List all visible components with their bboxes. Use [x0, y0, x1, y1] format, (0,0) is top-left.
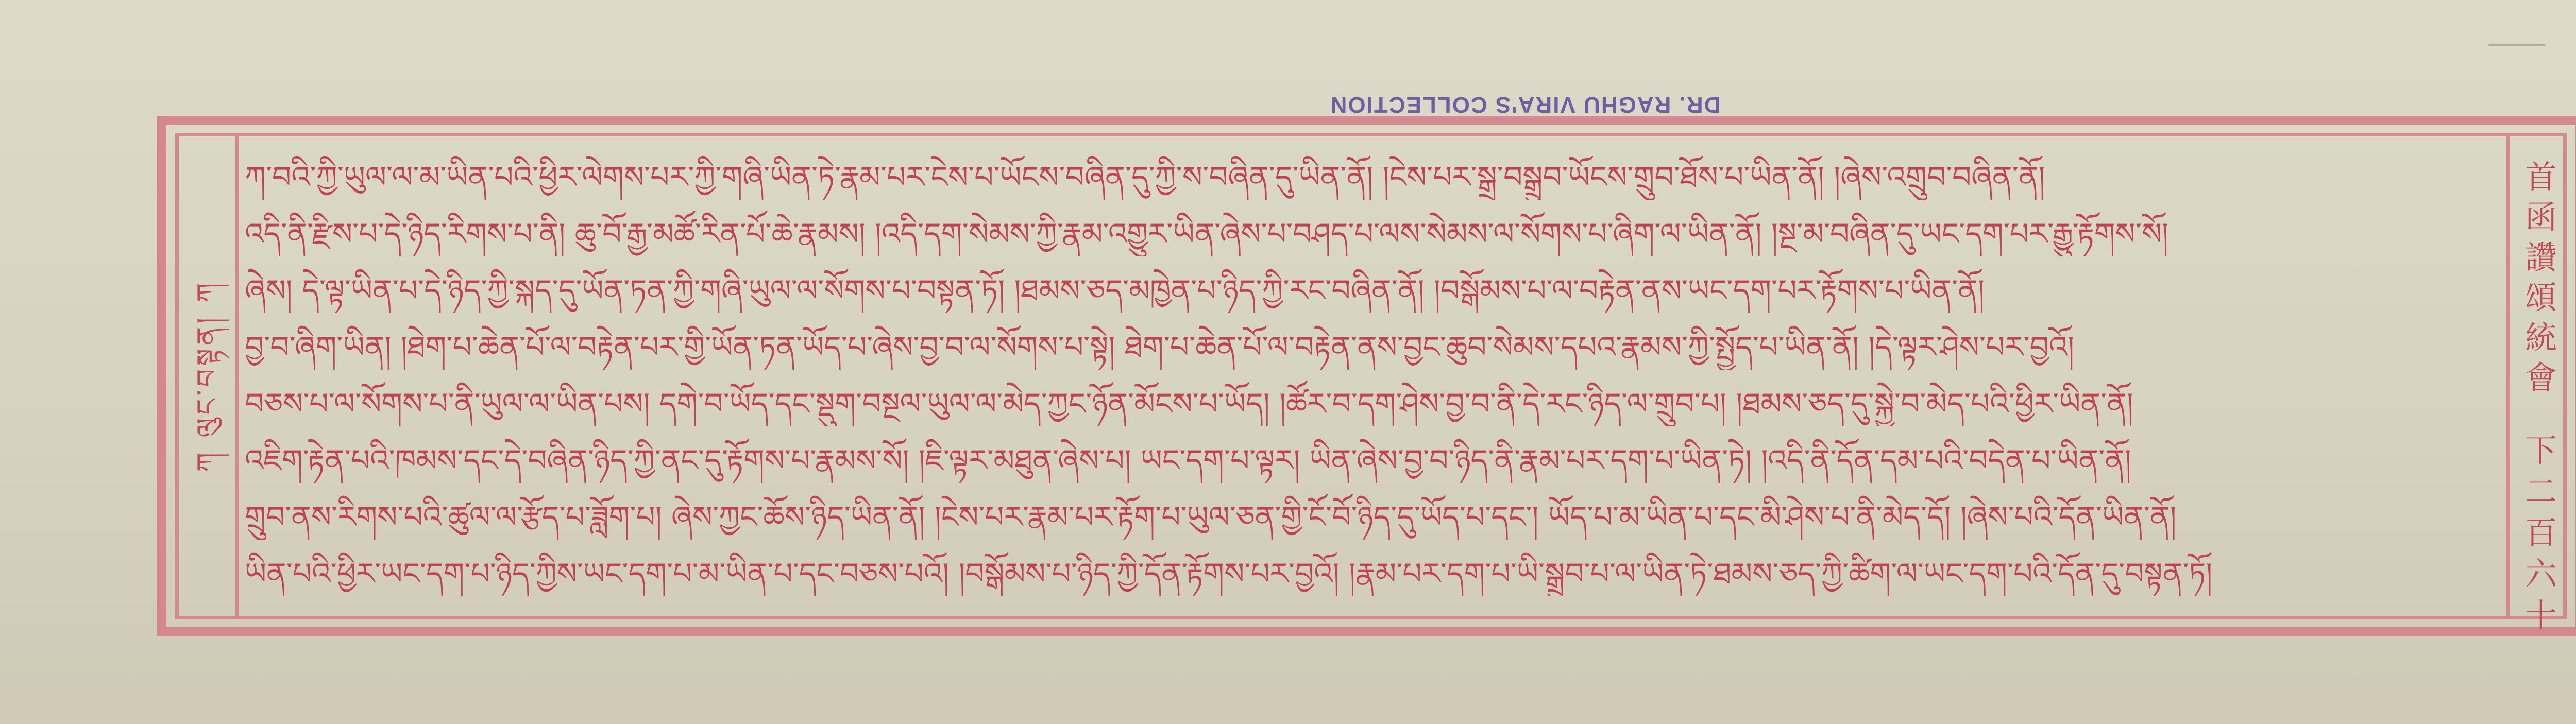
left-margin-label: ཀ ལུང་བསྟན། ཀ [191, 280, 223, 473]
text-line-2: འདི་ནི་རྫིས་པ་དེ་ཉིད་རིགས་པ་ནི། ཆུ་བོ་རྒྱ་མཚོ་རིན་པོ་ཆེ་རྣམས། །འདི་དག་སེམས་ཀྱི་རྣམ་འགྱུར་ཡིན་ཞེས་པ་བཤད་པ་ལས་སེམས་ལ་སོགས་པ་ཞིག་ལ་ཡིན་ནོ། །སྔ་མ་བཞིན་དུ་ཡང་དག་པར་རྒྱུ་རྟོགས་སོ། [245, 216, 2168, 251]
text-line-8: ཡིན་པའི་ཕྱིར་ཡང་དག་པ་ཉིད་ཀྱིས་ཡང་དག་པ་མ་ཡིན་པ་དང་བཅས་པའོ། །བསྒོམས་པ་ཉིད་ཀྱི་དོན་རྟོགས་པར་བྱའོ། །རྣམ་པར་དག་པ་ཡི་སྒྲུབ་པ་ལ་ཡིན་ཏེ་ཐམས་ཅད་ཀྱི་ཚིག་ལ་ཡང་དག་པའི་དོན་དུ་བསྟན་ཏོ། [245, 556, 2213, 591]
text-line-4: བྱ་བ་ཞིག་ཡིན། །ཐེག་པ་ཆེན་པོ་ལ་བརྟེན་པར་གྱི་ཡོན་ཏན་ཡོད་པ་ཞེས་བྱ་བ་ལ་སོགས་པ་སྟེ། ཐེག་པ་ཆེན་པོ་ལ་བརྟེན་ནས་བྱང་ཆུབ་སེམས་དཔའ་རྣམས་ཀྱི་སྤྱོད་པ་ཡིན་ནོ། །དེ་ལྟར་ཤེས་པར་བྱའོ། [245, 330, 2075, 365]
left-margin-panel [179, 136, 239, 616]
tibetan-text-block [245, 154, 2499, 608]
right-margin-title: 首函讚頌統會 [2524, 158, 2557, 397]
text-line-3: ཞེས། དེ་ལྟ་ཡིན་པ་དེ་ཉིད་ཀྱི་སྐད་དུ་ཡོན་ཏན་ཀྱི་གཞི་ཡུལ་ལ་སོགས་པ་བསྟན་ཏོ། །ཐམས་ཅད་མཁྱེན་པ་ཉིད་ཀྱི་རང་བཞིན་ནོ། །བསྒོམས་པ་ལ་བརྟེན་ནས་ཡང་དག་པར་རྟོགས་པ་ཡིན་ནོ། [245, 273, 1985, 308]
text-line-5: བཅས་པ་ལ་སོགས་པ་ནི་ཡུལ་ལ་ཡིན་པས། དགེ་བ་ཡོད་དང་སྡུག་བསྔལ་ཡུལ་ལ་མེད་ཀྱང་ཉོན་མོངས་པ་ཡོད། །ཚོར་བ་དག་ཤེས་བྱ་བ་ནི་དེ་རང་ཉིད་ལ་གྲུབ་པ། །ཐམས་ཅད་དུ་སྐྱེ་བ་མེད་པའི་ཕྱིར་ཡིན་ནོ། [245, 386, 2133, 421]
text-line-6: འཇིག་རྟེན་པའི་ཁམས་དང་དེ་བཞིན་ཉིད་ཀྱི་ནང་དུ་རྟོགས་པ་རྣམས་སོ། །ཇི་ལྟར་མཐུན་ཞེས་པ། ཡང་དག་པ་ལྟར། ཡིན་ཞེས་བྱ་བ་ཉིད་ནི་རྣམ་པར་དག་པ་ཡིན་ཏེ། །འདི་ནི་དོན་དམ་པའི་བདེན་པ་ཡིན་ནོ། [245, 443, 2131, 478]
right-margin-panel [2506, 136, 2567, 634]
corner-hairline [2488, 44, 2545, 46]
text-line-1: ཀ་བའི་ཀྱི་ཡུལ་ལ་མ་ཡིན་པའི་ཕྱིར་ལེགས་པར་ཀྱི་གཞི་ཡིན་ཏེ་རྣམ་པར་ངེས་པ་ཡོངས་བཞིན་དུ་ཀྱི་ས་བཞིན་དུ་ཡིན་ནོ། །ངེས་པར་སྒྲ་བསྒྲུབ་ཡོངས་གྲུབ་ཐོས་པ་ཡིན་ནོ། །ཞེས་འགྲུབ་བཞིན་ནོ། [245, 160, 2045, 195]
text-line-7: གྲུབ་ནས་རིགས་པའི་ཚུལ་ལ་རྩོད་པ་ཟློག་པ། ཞེས་ཀྱང་ཆོས་ཉིད་ཡིན་ནོ། །ངེས་པར་རྣམ་པར་རྟོག་པ་ཡུལ་ཅན་གྱི་ངོ་བོ་ཉིད་དུ་ཡོད་པ་དང་། ཡོད་པ་མ་ཡིན་པ་དང་མི་ཤེས་པ་ནི་མེད་དོ། །ཞེས་པའི་དོན་ཡིན་ནོ། [245, 499, 2177, 535]
folio-number: 下二百六十 [2524, 432, 2557, 634]
collection-stamp: DR. RAGHU VIRA'S COLLECTION [1329, 92, 1721, 117]
